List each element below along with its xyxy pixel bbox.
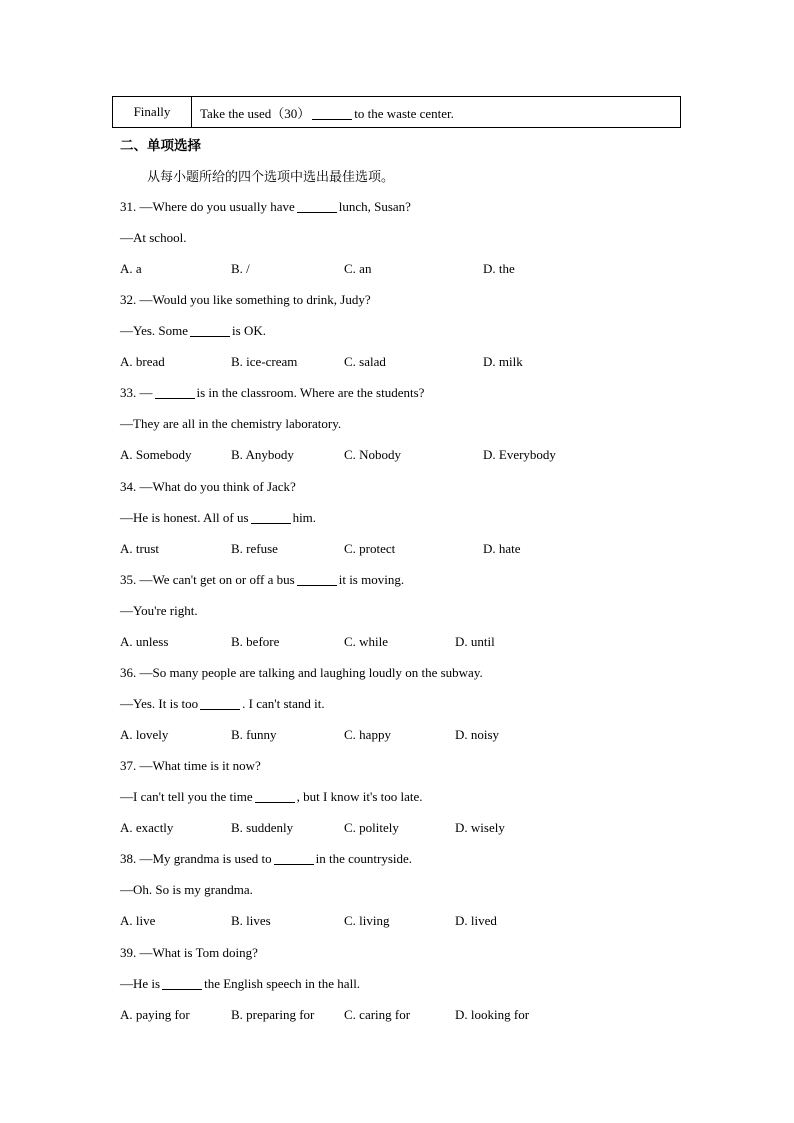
question-text-pre: 34. —What do you think of Jack? [120, 478, 296, 494]
table-step-text [192, 97, 681, 128]
option-b: B. / [231, 261, 250, 276]
answer-blank [162, 976, 202, 990]
answer-blank [297, 199, 337, 213]
option-c: C. happy [344, 727, 391, 742]
option-b: B. suddenly [231, 820, 294, 836]
answer-line [120, 976, 360, 992]
option-c: C. politely [344, 820, 399, 836]
question-text-pre: 35. —We can't get on or off a bus [120, 571, 295, 587]
answer-line [120, 510, 316, 526]
answer-blank [297, 572, 337, 586]
question-text-pre: 32. —Would you like something to drink, Judy? [120, 292, 371, 308]
question-text-pre: 33. — [120, 385, 153, 401]
option-d: D. the [483, 261, 515, 276]
answer-blank [155, 385, 195, 399]
option-a: A. lovely [120, 727, 169, 742]
option-d: D. noisy [455, 727, 500, 742]
option-d: D. until [455, 633, 495, 649]
option-d: D. wisely [455, 820, 505, 836]
answer-text-pre: —He is [120, 975, 161, 991]
option-b: B. before [231, 633, 280, 649]
question-text-pre: 37. —What time is it now? [120, 758, 261, 774]
answer-text-pre: —Yes. Some [120, 323, 189, 339]
option-b: B. lives [231, 913, 271, 929]
option-a: A. paying for [120, 1006, 190, 1022]
question-line [120, 199, 411, 215]
answer-line [120, 323, 266, 339]
table-text-post: to the waste center. [354, 105, 454, 121]
question-text-pre: 39. —What is Tom doing? [120, 944, 258, 960]
option-d: D. hate [483, 540, 521, 556]
answer-line [120, 696, 325, 712]
answer-text-post: . I can't stand it. [242, 696, 325, 711]
answer-line [120, 603, 198, 619]
option-a: A. live [120, 913, 156, 929]
option-d: D. Everybody [483, 447, 556, 463]
answer-line [120, 882, 253, 898]
question-line [120, 385, 424, 401]
option-b: B. preparing for [231, 1006, 315, 1022]
option-d: D. looking for [455, 1006, 530, 1022]
question-line [120, 572, 404, 588]
table-row [113, 97, 681, 128]
answer-text: —Oh. So is my grandma. [120, 882, 253, 898]
answer-blank [200, 696, 240, 710]
option-c: C. salad [344, 354, 386, 370]
answer-table [112, 96, 681, 128]
answer-text: —They are all in the chemistry laboratory. [120, 416, 342, 432]
answer-line [120, 230, 186, 246]
question-text-post: is in the classroom. Where are the students? [196, 385, 425, 401]
answer-text: —You're right. [120, 602, 198, 618]
option-d: D. milk [483, 354, 523, 370]
table-step-label: Finally [113, 97, 192, 128]
answer-text: —At school. [120, 230, 187, 245]
question-text-post: it is moving. [338, 571, 405, 587]
answer-text-post: is OK. [232, 323, 266, 339]
option-a: A. a [120, 261, 142, 276]
answer-line [120, 416, 341, 432]
option-c: C. protect [344, 540, 396, 556]
question-line [120, 945, 258, 961]
question-line [120, 665, 483, 681]
table-text-pre: Take the used（30） [200, 105, 311, 121]
answer-text-pre: —He is honest. All of us [120, 509, 249, 525]
option-c: C. while [344, 633, 389, 649]
answer-line [120, 789, 423, 805]
question-text-pre: 31. —Where do you usually have [120, 199, 295, 214]
answer-blank [255, 789, 295, 803]
question-line [120, 851, 412, 867]
option-b: B. refuse [231, 540, 278, 556]
answer-text-post: , but I know it's too late. [296, 789, 423, 805]
option-c: C. caring for [344, 1006, 411, 1022]
answer-blank [190, 323, 230, 337]
option-d: D. lived [455, 913, 497, 929]
answer-text-pre: —I can't tell you the time [120, 789, 253, 805]
option-c: C. an [344, 261, 372, 276]
option-b: B. Anybody [231, 447, 294, 463]
section-instruction: 从每小题所给的四个选项中选出最佳选项。 [147, 170, 395, 185]
blank-30 [312, 106, 352, 120]
option-c: C. living [344, 913, 390, 929]
answer-text-post: the English speech in the hall. [204, 975, 361, 991]
section-heading: 二、单项选择 [120, 138, 201, 154]
answer-blank [274, 851, 314, 865]
question-line [120, 479, 296, 495]
question-text-pre: 36. —So many people are talking and laughing loudly on the subway. [120, 665, 483, 680]
answer-text-pre: —Yes. It is too [120, 696, 199, 711]
option-b: B. ice-cream [231, 354, 298, 370]
question-text-pre: 38. —My grandma is used to [120, 851, 272, 867]
answer-text-post: him. [292, 509, 317, 525]
option-a: A. unless [120, 633, 169, 649]
option-b: B. funny [231, 727, 277, 742]
question-text-post: lunch, Susan? [338, 199, 411, 214]
option-a: A. trust [120, 540, 159, 556]
question-line [120, 758, 261, 774]
option-a: A. bread [120, 354, 165, 370]
option-c: C. Nobody [344, 447, 402, 463]
question-text-post: in the countryside. [315, 851, 413, 867]
option-a: A. Somebody [120, 447, 192, 463]
option-a: A. exactly [120, 820, 174, 836]
answer-blank [251, 510, 291, 524]
question-line [120, 292, 371, 308]
